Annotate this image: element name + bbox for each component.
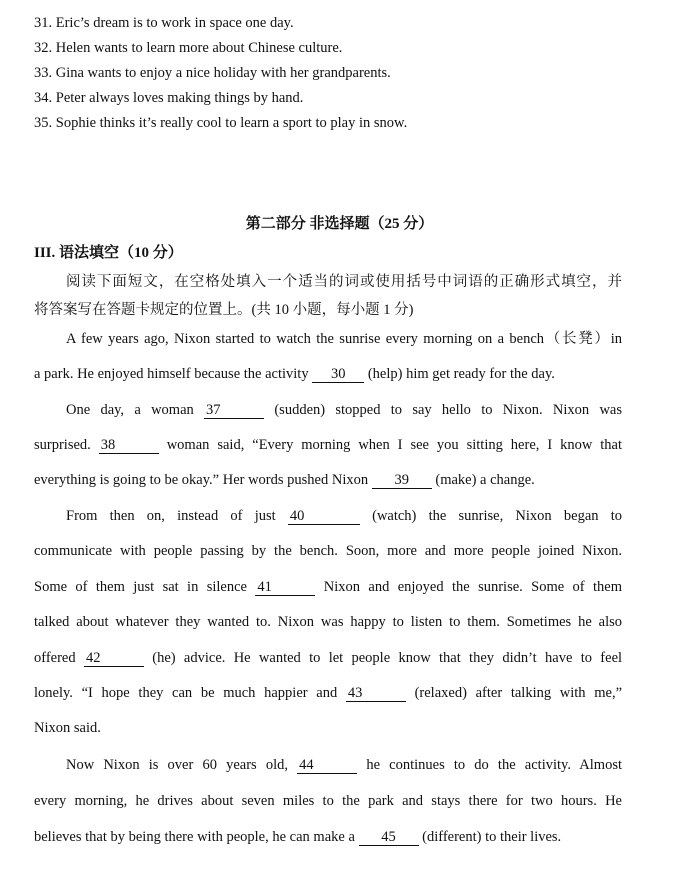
passage-text: woman said, “Every morning when I see you sitting here, I know that <box>166 437 623 453</box>
section-title: III. 语法填空（10 分） <box>34 245 183 261</box>
blank-43: 43 <box>346 686 406 702</box>
passage-text: lonely. “I hope they can be much happier and <box>34 685 338 701</box>
passage-line <box>34 650 622 667</box>
passage-line <box>34 829 622 846</box>
passage-text: Now Nixon is over 60 years old, <box>66 757 288 773</box>
passage-line <box>34 366 622 383</box>
passage-text: believes that by being there with people, he can make a <box>34 829 355 845</box>
part-title: 第二部分 非选择题（25 分） <box>245 216 434 232</box>
passage-text: (relaxed) after talking with me,” <box>414 685 623 701</box>
question-33: 33. Gina wants to enjoy a nice holiday with her grandparents. <box>34 65 391 81</box>
passage-text: Nixon and enjoyed the sunrise. Some of them <box>323 579 623 595</box>
passage-text: (he) advice. He wanted to let people know that they didn’t have to feel <box>152 650 623 666</box>
passage-text: Some of them just sat in silence <box>34 579 247 595</box>
passage-text: (sudden) stopped to say hello to Nixon. Nixon was <box>274 402 623 418</box>
blank-45: 45 <box>359 830 419 846</box>
blank-41: 41 <box>255 580 315 596</box>
passage-text: everything is going to be okay.” Her words pushed Nixon <box>34 472 369 488</box>
blank-39: 39 <box>372 473 432 489</box>
passage-line <box>66 402 622 419</box>
blank-44: 44 <box>297 758 357 774</box>
blank-30: 30 <box>312 367 364 383</box>
passage-text: a park. He enjoyed himself because the activity <box>34 366 309 382</box>
passage-line: every morning, he drives about seven miles to the park and stays there for two hours. He <box>34 793 622 809</box>
question-34: 34. Peter always loves making things by hand. <box>34 90 304 106</box>
instructions-line-1: 阅读下面短文，在空格处填入一个适当的词或使用括号中词语的正确形式填空，并 <box>66 274 622 290</box>
passage-text: (different) to their lives. <box>422 829 562 845</box>
blank-38: 38 <box>99 438 159 454</box>
question-32: 32. Helen wants to learn more about Chinese culture. <box>34 40 343 56</box>
passage-line <box>66 757 622 774</box>
passage-line <box>34 579 622 596</box>
passage-line: Nixon said. <box>34 720 101 736</box>
passage-text: One day, a woman <box>66 402 194 418</box>
question-35: 35. Sophie thinks it’s really cool to learn a sport to play in snow. <box>34 115 408 131</box>
passage-text: he continues to do the activity. Almost <box>366 757 623 773</box>
passage-text: From then on, instead of just <box>66 508 276 524</box>
question-31: 31. Eric’s dream is to work in space one day. <box>34 15 294 31</box>
blank-42: 42 <box>84 651 144 667</box>
passage-text: offered <box>34 650 76 666</box>
blank-40: 40 <box>288 509 360 525</box>
passage-line <box>66 508 622 525</box>
passage-line <box>34 472 622 489</box>
passage-text: (watch) the sunrise, Nixon began to <box>372 508 623 524</box>
passage-text: surprised. <box>34 437 91 453</box>
instructions-line-2: 将答案写在答题卡规定的位置上。(共 10 小题，每小题 1 分) <box>34 302 414 318</box>
passage-line <box>34 685 622 702</box>
passage-line: communicate with people passing by the bench. Soon, more and more people joined Nixon. <box>34 543 622 559</box>
passage-text: (help) him get ready for the day. <box>367 366 555 382</box>
passage-text: (make) a change. <box>435 472 535 488</box>
passage-line: A few years ago, Nixon started to watch the sunrise every morning on a bench（长凳）in <box>66 331 622 347</box>
passage-line: talked about whatever they wanted to. Nixon was happy to listen to them. Sometimes he also <box>34 614 622 630</box>
passage-line <box>34 437 622 454</box>
blank-37: 37 <box>204 403 264 419</box>
